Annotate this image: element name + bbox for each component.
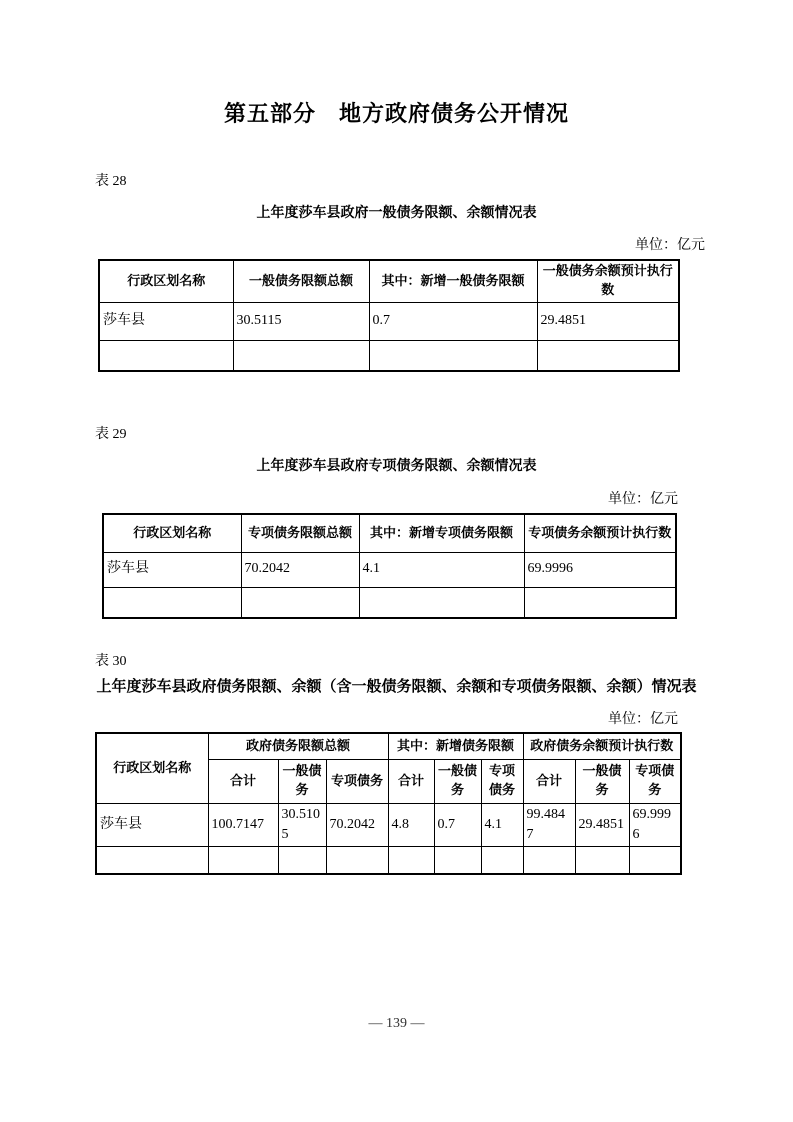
- t30-cell: 100.7147: [208, 803, 278, 847]
- t30-empty-cell: [481, 847, 523, 874]
- page-number: — 139 —: [368, 1016, 425, 1031]
- t30-sub-general-2: 一般债务: [434, 759, 481, 803]
- t30-sub-total-2: 合计: [388, 759, 434, 803]
- t30-sub-general-1: 一般债务: [278, 759, 326, 803]
- table29-title: 上年度莎车县政府专项债务限额、余额情况表: [256, 457, 537, 473]
- t29-cell-limit-total: 70.2042: [241, 552, 359, 587]
- table30-unit-label: 单位：亿元: [608, 712, 678, 727]
- t28-header-limit-total: 一般债务限额总额: [233, 260, 369, 302]
- table30-label: 表 30: [95, 654, 127, 669]
- t29-header-balance: 专项债务余额预计执行数: [524, 514, 676, 552]
- table28-label: 表 28: [95, 174, 127, 189]
- t29-header-limit-total: 专项债务限额总额: [241, 514, 359, 552]
- page-title: 第五部分 地方政府债务公开情况: [223, 101, 569, 126]
- t30-cell: 29.4851: [575, 803, 629, 847]
- t29-cell-new-limit: 4.1: [359, 552, 524, 587]
- t30-cell: 99.4847: [523, 803, 575, 847]
- t29-header-region: 行政区划名称: [103, 514, 241, 552]
- table-row: [99, 340, 679, 371]
- table-row: [96, 803, 681, 847]
- t28-cell-new-limit: 0.7: [369, 302, 537, 340]
- t30-sub-total-3: 合计: [523, 759, 575, 803]
- t30-cell: 4.1: [481, 803, 523, 847]
- t30-cell-region: 莎车县: [96, 803, 208, 847]
- t30-empty-cell: [326, 847, 388, 874]
- t30-cell: 4.8: [388, 803, 434, 847]
- t28-cell-limit-total: 30.5115: [233, 302, 369, 340]
- t28-empty-cell: [99, 340, 233, 371]
- t30-sub-special-2: 专项债务: [481, 759, 523, 803]
- t29-cell-region: 莎车县: [103, 552, 241, 587]
- t30-empty-cell: [575, 847, 629, 874]
- t28-header-new-limit: 其中：新增一般债务限额: [369, 260, 537, 302]
- table-row: [103, 552, 676, 587]
- t28-empty-cell: [369, 340, 537, 371]
- table-row: [99, 302, 679, 340]
- t30-cell: 0.7: [434, 803, 481, 847]
- t30-sub-total-1: 合计: [208, 759, 278, 803]
- t28-cell-region: 莎车县: [99, 302, 233, 340]
- t30-sub-general-3: 一般债务: [575, 759, 629, 803]
- t29-empty-cell: [359, 587, 524, 618]
- t30-empty-cell: [208, 847, 278, 874]
- t30-empty-cell: [434, 847, 481, 874]
- t28-empty-cell: [233, 340, 369, 371]
- table30-title: 上年度莎车县政府债务限额、余额（含一般债务限额、余额和专项债务限额、余额）情况表: [96, 678, 697, 695]
- t30-group-balance: 政府债务余额预计执行数: [523, 733, 681, 759]
- table29: [102, 513, 677, 619]
- t30-empty-cell: [278, 847, 326, 874]
- t30-cell: 70.2042: [326, 803, 388, 847]
- t30-cell: 69.9996: [629, 803, 681, 847]
- t30-sub-special-3: 专项债务: [629, 759, 681, 803]
- t29-empty-cell: [103, 587, 241, 618]
- t28-header-balance: 一般债务余额预计执行数: [537, 260, 679, 302]
- table28: [98, 259, 680, 372]
- t29-header-new-limit: 其中：新增专项债务限额: [359, 514, 524, 552]
- table30-group-header-row: [96, 733, 681, 759]
- t30-empty-cell: [629, 847, 681, 874]
- t29-cell-balance: 69.9996: [524, 552, 676, 587]
- t28-header-region: 行政区划名称: [99, 260, 233, 302]
- table-row: [96, 847, 681, 874]
- t30-header-region: 行政区划名称: [96, 733, 208, 803]
- table-row: [103, 587, 676, 618]
- t28-cell-balance: 29.4851: [537, 302, 679, 340]
- t29-empty-cell: [524, 587, 676, 618]
- t30-empty-cell: [96, 847, 208, 874]
- t30-sub-special-1: 专项债务: [326, 759, 388, 803]
- t28-empty-cell: [537, 340, 679, 371]
- t30-empty-cell: [523, 847, 575, 874]
- t29-empty-cell: [241, 587, 359, 618]
- table29-label: 表 29: [95, 427, 127, 442]
- t30-empty-cell: [388, 847, 434, 874]
- table30: [95, 732, 682, 875]
- t30-group-limit-total: 政府债务限额总额: [208, 733, 388, 759]
- table29-unit-label: 单位：亿元: [608, 492, 678, 507]
- table28-unit-label: 单位：亿元: [635, 238, 705, 253]
- table28-header-row: [99, 260, 679, 302]
- t30-cell: 30.5105: [278, 803, 326, 847]
- table28-title: 上年度莎车县政府一般债务限额、余额情况表: [256, 204, 537, 220]
- t30-group-new-limit: 其中：新增债务限额: [388, 733, 523, 759]
- table29-header-row: [103, 514, 676, 552]
